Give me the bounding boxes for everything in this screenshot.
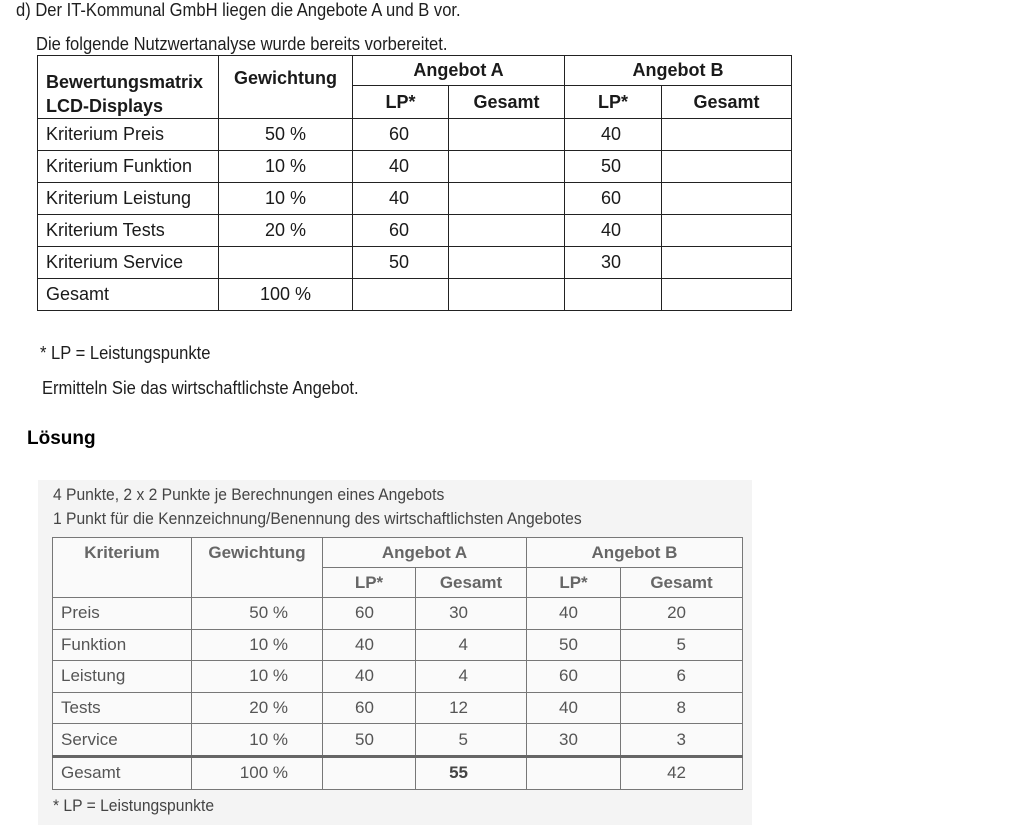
scoring-note-1: 4 Punkte, 2 x 2 Punkte je Berechnungen eines Angebots [53,485,445,504]
header-offer-b: Angebot B [565,56,792,86]
offer-b-total-cell: 8 [621,692,743,724]
table-row [38,119,792,151]
header-offer-a: Angebot A [353,56,565,86]
solution-header-a-total: Gesamt [416,568,527,598]
offer-b-total-cell [662,247,792,279]
weight-cell: 100 % [219,279,353,311]
offer-a-total-cell: 30 [416,598,527,630]
weight-cell: 50 % [192,598,323,630]
weight-cell: 10 % [192,724,323,757]
header-criterion-line2: LCD-Displays [46,96,164,116]
solution-heading: Lösung [27,428,96,449]
weight-cell: 10 % [219,183,353,215]
offer-a-total-cell [449,247,565,279]
offer-a-lp-cell: 40 [353,151,449,183]
weight-cell: 20 % [219,215,353,247]
table-row [53,598,743,630]
offer-b-total-cell: 5 [621,629,743,661]
weight-cell: 50 % [219,119,353,151]
offer-b-total-cell: 20 [621,598,743,630]
table-row [53,629,743,661]
offer-b-lp-cell: 40 [527,598,621,630]
offer-b-lp-cell: 60 [565,183,662,215]
weight-cell [219,247,353,279]
solution-header-offer-b: Angebot B [527,538,743,568]
header-b-total: Gesamt [662,86,792,119]
offer-a-total-cell [449,279,565,311]
offer-a-total-cell [449,215,565,247]
header-a-total: Gesamt [449,86,565,119]
task-question: Ermitteln Sie das wirtschaftlichste Angebot. [42,378,359,398]
table-row [38,279,792,311]
offer-a-lp-cell: 50 [353,247,449,279]
offer-b-total-cell [662,119,792,151]
weight-cell: 10 % [192,661,323,693]
offer-a-total-cell: 4 [416,661,527,693]
offer-b-total-cell: 3 [621,724,743,757]
header-weight: Gewichtung [219,56,353,119]
offer-a-total-cell [449,119,565,151]
scoring-note-2: 1 Punkt für die Kennzeichnung/Benennung des wirtschaftlichsten Angebotes [53,509,582,528]
offer-a-lp-cell: 40 [323,629,416,661]
offer-b-total-cell: 6 [621,661,743,693]
criterion-cell: Kriterium Leistung [38,183,219,215]
offer-b-total-cell [662,151,792,183]
offer-a-lp-cell [353,279,449,311]
table-row [53,661,743,693]
header-criterion [38,56,219,119]
solution-header-b-lp: LP* [527,568,621,598]
solution-footnote-lp: * LP = Leistungspunkte [53,796,215,815]
weight-cell: 20 % [192,692,323,724]
offer-a-lp-cell: 40 [353,183,449,215]
offer-b-lp-cell [527,756,621,789]
offer-a-lp-cell: 60 [353,215,449,247]
offer-a-lp-cell: 40 [323,661,416,693]
task-statement: d) Der IT-Kommunal GmbH liegen die Angebote A und B vor. [16,0,461,20]
solution-header-criterion: Kriterium [53,538,192,598]
task-intro: Die folgende Nutzwertanalyse wurde bereits vorbereitet. [36,34,448,54]
solution-header-offer-a: Angebot A [323,538,527,568]
weight-cell: 10 % [219,151,353,183]
offer-a-lp-cell: 60 [323,598,416,630]
criterion-cell: Service [53,724,192,757]
table-row [53,692,743,724]
table-row [38,215,792,247]
offer-b-lp-cell: 60 [527,661,621,693]
offer-b-lp-cell: 40 [565,215,662,247]
table-row [53,724,743,757]
offer-b-total-cell [662,183,792,215]
offer-a-lp-cell: 50 [323,724,416,757]
criterion-cell: Kriterium Tests [38,215,219,247]
offer-a-lp-cell: 60 [323,692,416,724]
criterion-cell: Funktion [53,629,192,661]
offer-b-lp-cell: 40 [527,692,621,724]
criterion-cell: Kriterium Funktion [38,151,219,183]
criterion-cell: Tests [53,692,192,724]
solution-table [52,537,743,790]
offer-b-lp-cell: 50 [527,629,621,661]
offer-b-total-cell: 42 [621,756,743,789]
offer-b-lp-cell: 50 [565,151,662,183]
offer-b-total-cell [662,279,792,311]
offer-a-total-cell [449,183,565,215]
solution-header-a-lp: LP* [323,568,416,598]
offer-a-lp-cell: 60 [353,119,449,151]
header-criterion-line1: Bewertungsmatrix [46,72,204,92]
offer-a-total-cell: 5 [416,724,527,757]
offer-a-lp-cell [323,756,416,789]
criterion-cell: Preis [53,598,192,630]
offer-b-lp-cell: 30 [527,724,621,757]
table-row [38,183,792,215]
criterion-cell: Gesamt [38,279,219,311]
solution-header-weight: Gewichtung [192,538,323,598]
offer-a-total-cell: 55 [416,756,527,789]
criterion-cell: Kriterium Preis [38,119,219,151]
criterion-cell: Gesamt [53,756,192,789]
evaluation-matrix-table [37,55,792,311]
weight-cell: 10 % [192,629,323,661]
criterion-cell: Leistung [53,661,192,693]
offer-a-total-cell: 4 [416,629,527,661]
offer-b-lp-cell: 30 [565,247,662,279]
weight-cell: 100 % [192,756,323,789]
header-a-lp: LP* [353,86,449,119]
footnote-lp: * LP = Leistungspunkte [40,343,211,363]
offer-b-lp-cell [565,279,662,311]
header-b-lp: LP* [565,86,662,119]
offer-a-total-cell: 12 [416,692,527,724]
table-row [38,151,792,183]
offer-b-lp-cell: 40 [565,119,662,151]
offer-a-total-cell [449,151,565,183]
offer-b-total-cell [662,215,792,247]
criterion-cell: Kriterium Service [38,247,219,279]
solution-header-b-total: Gesamt [621,568,743,598]
solution-sum-row [53,756,743,789]
table-row [38,247,792,279]
